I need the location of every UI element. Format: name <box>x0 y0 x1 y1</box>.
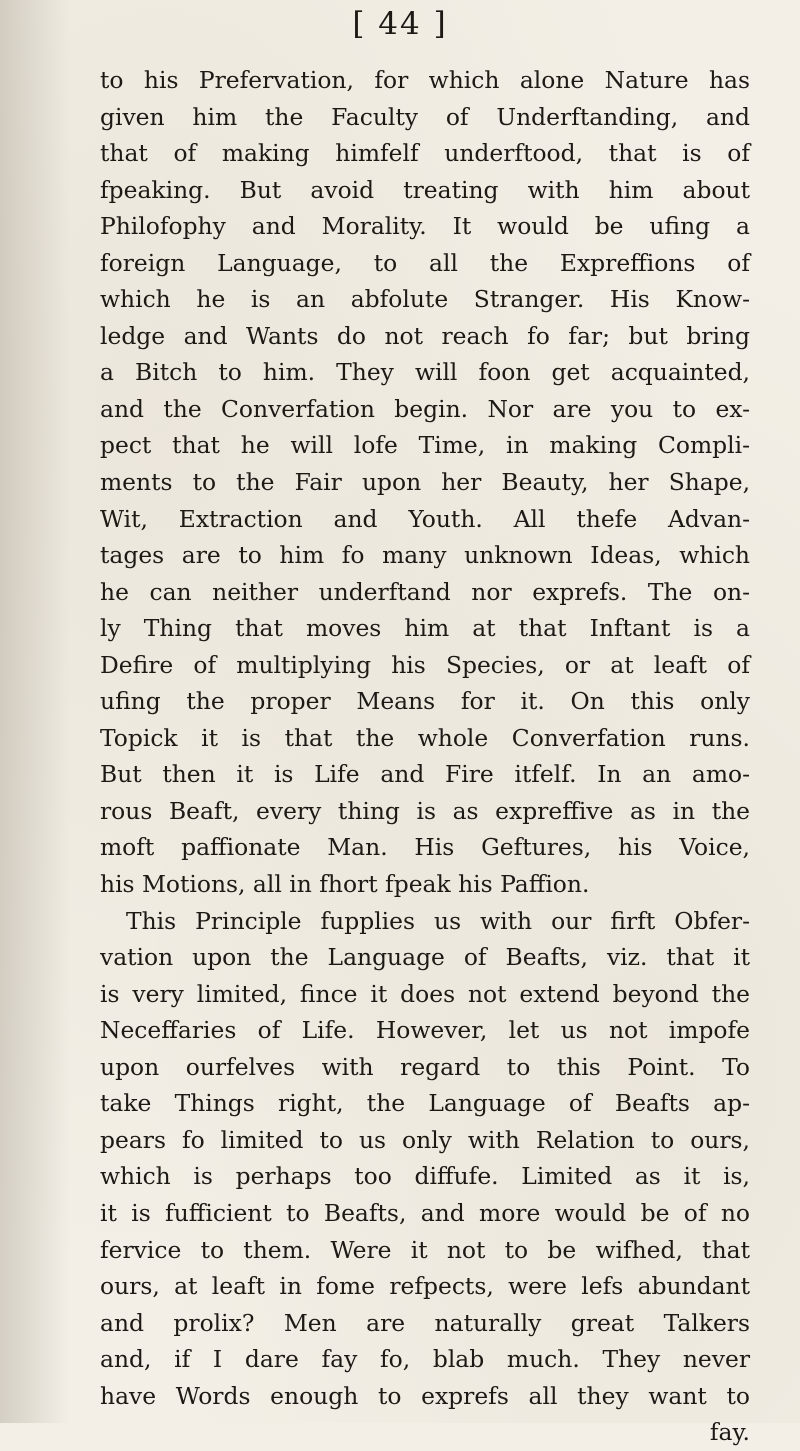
text-line: have Words enough to exprefs all they want to <box>100 1381 750 1410</box>
text-line: his Motions, all in fhort fpeak his Paffion. <box>100 870 590 899</box>
text-line: ments to the Fair upon her Beauty, her Shape, <box>100 468 750 497</box>
text-line: take Things right, the Language of Beafts ap- <box>100 1089 750 1118</box>
catchword: fay. <box>709 1418 750 1447</box>
text-line: that of making himfelf underftood, that is of <box>100 139 750 168</box>
text-line: fervice to them. Were it not to be wifhed, that <box>100 1235 750 1264</box>
text-line: ufing the proper Means for it. On this only <box>100 687 750 716</box>
text-line: vation upon the Language of Beafts, viz. that it <box>100 943 750 972</box>
text-line: But then it is Life and Fire itfelf. In an amo- <box>100 760 750 789</box>
text-line: ours, at leaft in fome refpects, were lefs abundant <box>100 1272 750 1301</box>
gutter-shadow <box>0 0 70 1423</box>
text-line: and the Converfation begin. Nor are you to ex- <box>100 394 750 423</box>
text-line: is very limited, fince it does not extend beyond the <box>100 979 750 1008</box>
text-line: a Bitch to him. They will foon get acquainted, <box>100 358 750 387</box>
text-line: foreign Language, to all the Expreffions of <box>100 248 750 277</box>
text-line: to his Prefervation, for which alone Nature has <box>100 66 750 94</box>
text-line: rous Beaft, every thing is as expreffive as in the <box>100 796 750 825</box>
text-line: and prolix? Men are naturally great Talkers <box>100 1308 750 1337</box>
page-number: [ 44 ] <box>352 6 448 42</box>
text-line: it is fufficient to Beafts, and more would be of no <box>100 1198 750 1227</box>
text-line: This Principle fupplies us with our firft Obfer- <box>126 906 750 935</box>
text-line: Neceffaries of Life. However, let us not impofe <box>100 1016 750 1045</box>
text-line: Philofophy and Morality. It would be ufing a <box>100 212 750 241</box>
text-line: pect that he will lofe Time, in making Compli- <box>100 431 750 460</box>
text-line: Wit, Extraction and Youth. All thefe Advan- <box>100 504 750 533</box>
text-line: ly Thing that moves him at that Inftant is a <box>100 614 750 643</box>
text-line: he can neither underftand nor exprefs. The on- <box>100 577 750 606</box>
text-line: fpeaking. But avoid treating with him about <box>100 175 750 204</box>
text-line: which he is an abfolute Stranger. His Know- <box>100 285 750 314</box>
text-line: pears fo limited to us only with Relation to ours, <box>100 1125 750 1154</box>
text-line: tages are to him fo many unknown Ideas, which <box>100 541 750 570</box>
text-line: given him the Faculty of Underftanding, and <box>100 102 750 131</box>
text-line: Defire of multiplying his Species, or at leaft of <box>100 650 750 679</box>
body-text <box>100 62 750 1451</box>
text-line: ledge and Wants do not reach fo far; but bring <box>100 321 750 350</box>
text-line: and, if I dare fay fo, blab much. They never <box>100 1345 750 1374</box>
text-line: which is perhaps too diffufe. Limited as it is, <box>100 1162 750 1191</box>
text-line: upon ourfelves with regard to this Point. To <box>100 1052 750 1081</box>
text-line: Topick it is that the whole Converfation runs. <box>100 723 750 752</box>
text-line: moft paffionate Man. His Geftures, his Voice, <box>100 833 750 862</box>
